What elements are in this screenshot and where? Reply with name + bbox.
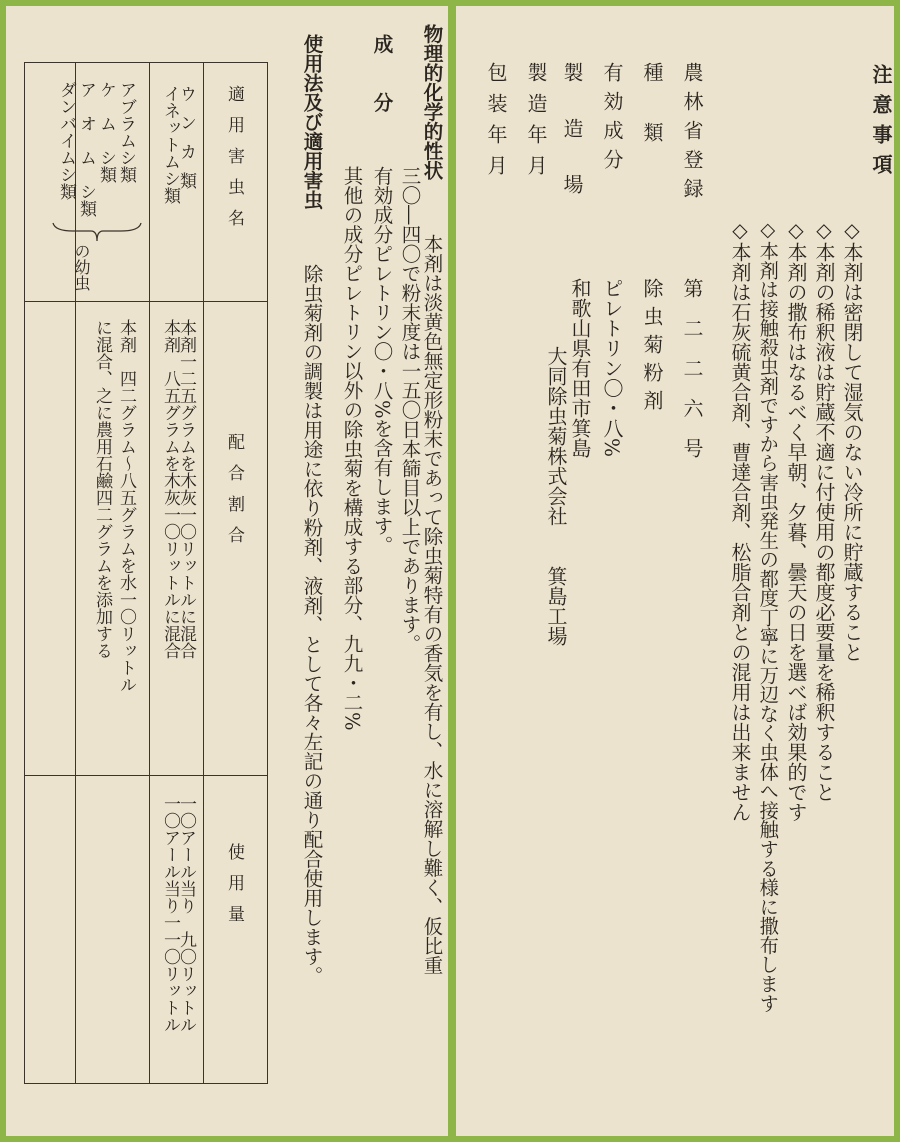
row-1-amount: 一〇アール当り 九〇リットル [176,795,196,1033]
header-mix-ratio: 配合割合 [224,433,244,557]
group-pest-2: ケ ム シ類 [96,81,116,183]
row-1-mix: 本剤一二五グラムを木灰一〇リットルに混合 [176,319,196,659]
row-2-amount: 一〇アール当り一一〇リットル [160,795,180,1033]
group-brace [51,221,143,243]
component-line-2: 其他の成分ピレトリン以外の除虫菊を構成する部分、九九・二% [340,166,364,731]
left-page [6,6,448,1136]
registration-label: 農林省登録 [680,62,704,207]
table-col-line-2 [149,63,150,1083]
caution-item-1: ◇本剤は密閉して湿気のない冷所に貯蔵すること [840,218,864,662]
packaging-date-label: 包装年月 [484,62,508,186]
kind-value: 除虫菊粉剤 [640,278,664,418]
table-divider-2 [25,775,267,776]
group-pest-3: ア オ ム シ類 [76,81,96,217]
caution-item-2: ◇本剤の稀釈液は貯蔵不適に付使用の都度必要量を稀釈すること [812,218,836,802]
caution-item-5: ◇本剤は石灰硫黄合剤、曹達合剤、松脂合剤との混用は出来ません [728,218,752,822]
factory-label: 製 造 場 [560,62,584,202]
row-2-mix: 本剤 八五グラムを木灰一〇リットルに混合 [160,319,180,659]
pest-table [24,62,268,1084]
caution-heading: 注意事項 [869,64,893,184]
usage-heading: 使用法及び適用害虫 [300,34,324,210]
registration-value: 第 二 二 六 号 [680,278,704,458]
group-suffix: の幼虫 [72,243,91,291]
active-ingredient-label: 有効成分 [600,62,624,178]
usage-line-1: 除虫菊剤の調製は用途に依り粉剤、液剤、として各々左記の通り配合使用します。 [300,264,324,986]
group-mix-line-2: に混合、之に農用石鹼四二グラムを添加する [92,319,112,659]
physical-text-line-1: 本剤は淡黄色無定形粉末であって除虫菊特有の香気を有し、水に溶解し難く、仮比重 [420,234,444,975]
group-pest-4: ダンバイムシ類 [56,81,76,200]
component-heading: 成 分 [370,34,394,112]
factory-address: 和歌山県有田市箕島 [568,278,592,458]
right-page [456,6,894,1136]
physical-text-line-2: 三〇―四〇で粉末度は一五〇日本篩目以上であります。 [398,166,422,654]
caution-item-3: ◇本剤の撒布はなるべく早朝、夕暮、曇天の日を選べば効果的です [784,218,808,822]
caution-item-4: ◇本剤は接触殺虫剤ですから害虫発生の都度丁寧に万辺なく虫体へ接触する様に撒布します [756,218,780,1013]
component-line-1: 有効成分ピレトリン〇・八%を含有します。 [370,166,394,556]
table-col-line-3 [203,63,204,1083]
active-ingredient-value: ピレトリン〇・八% [600,278,624,458]
header-pest-name: 適用害虫名 [224,85,244,240]
kind-label: 種 類 [640,62,664,142]
group-pest-1: アブラムシ類 [116,81,136,183]
physical-heading: 物理的化学的性状 [420,24,444,180]
row-1-pest: ウンカ類 [176,85,196,201]
header-amount: 使用量 [224,843,244,936]
factory-company: 大同除虫菊株式会社 箕島工場 [544,346,568,646]
row-2-pest: イネットムシ類 [160,85,180,204]
group-mix-line-1: 本剤 四二グラム～八五グラムを水一〇リットル [116,319,136,693]
table-divider-1 [25,301,267,302]
manufacture-date-label: 製造年月 [524,62,548,186]
